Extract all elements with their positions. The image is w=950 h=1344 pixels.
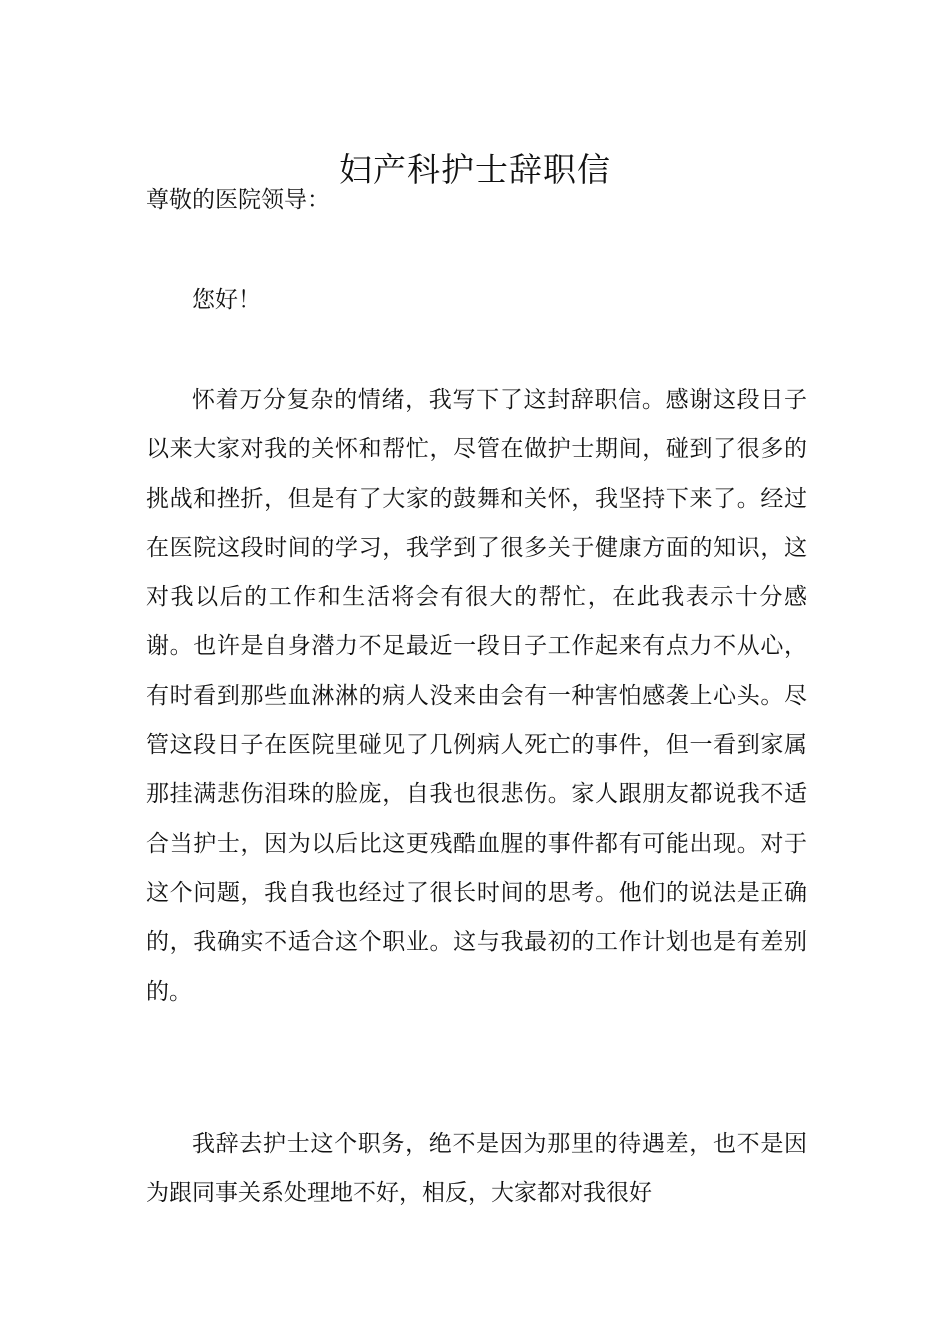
document-title: 妇产科护士辞职信 <box>339 150 611 190</box>
greeting: 您好！ <box>192 287 261 313</box>
body-paragraph-2: 我辞去护士这个职务，绝不是因为那里的待遇差，也不是因为跟同事关系处理地不好，相反，大家都对我很好 <box>146 1131 807 1207</box>
salutation: 尊敬的医院领导： <box>146 187 330 213</box>
body-paragraph-1: 怀着万分复杂的情绪，我写下了这封辞职信。感谢这段日子以来大家对我的关怀和帮忙，尽管在做护士期间，碰到了很多的挑战和挫折，但是有了大家的鼓舞和关怀，我坚持下来了。经过在医院这段时间的学习，我学到了很多关于健康方面的知识，这对我以后的工作和生活将会有很大的帮忙，在此我表示十分感谢。也许是自身潜力不足最近一段日子工作起来有点力不从心，有时看到那些血淋淋的病人没来由会有一种害怕感袭上心头。尽管这段日子在医院里碰见了几例病人死亡的事件，但一看到家属那挂满悲伤泪珠的脸庞，自我也很悲伤。家人跟朋友都说我不适合当护士，因为以后比这更残酷血腥的事件都有可能出现。对于这个问题，我自我也经过了很长时间的思考。他们的说法是正确的，我确实不适合这个职业。这与我最初的工作计划也是有差别的。 <box>146 387 807 1005</box>
